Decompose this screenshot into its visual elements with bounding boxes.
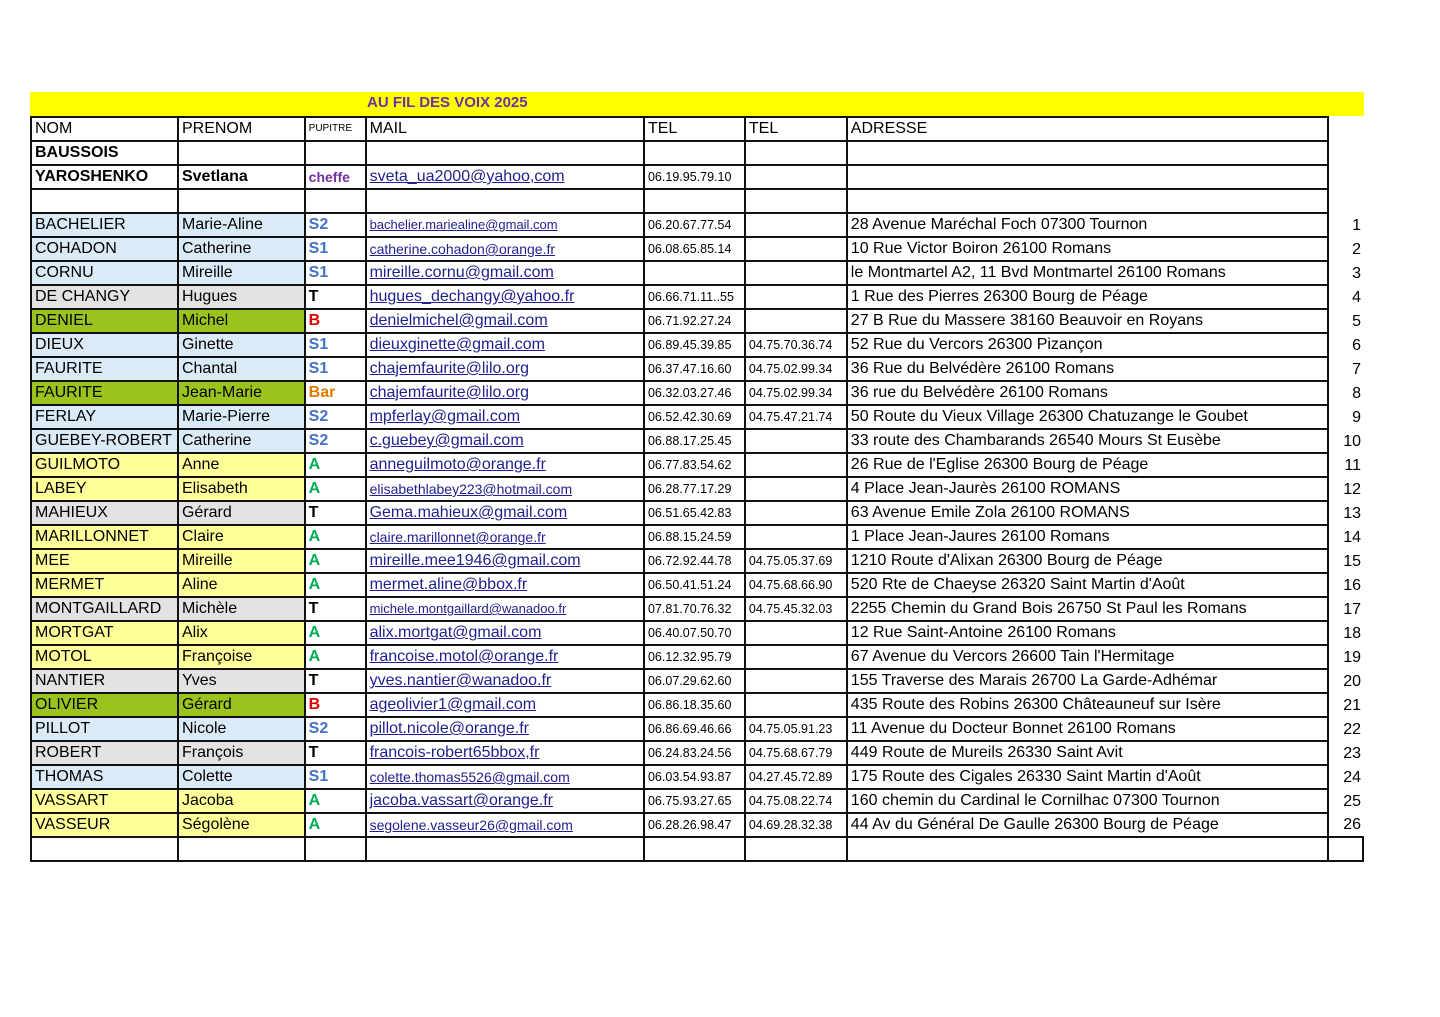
member-prenom: Michel: [178, 309, 305, 333]
member-mail[interactable]: elisabethlabey223@hotmail.com: [366, 477, 644, 501]
member-nom: LABEY: [31, 477, 178, 501]
members-table: [30, 116, 1364, 862]
member-pupitre: S1: [305, 765, 366, 789]
member-pupitre: S2: [305, 717, 366, 741]
header-pupitre: PUPITRE: [305, 117, 366, 141]
member-number: 4: [1352, 289, 1361, 306]
member-mail[interactable]: bachelier.mariealine@gmail.com: [366, 213, 644, 237]
member-tel2: 04.75.02.99.34: [745, 381, 847, 405]
member-tel1: 06.88.17.25.45: [644, 429, 745, 453]
group-label: BAUSSOIS: [31, 141, 178, 165]
member-adresse: 27 B Rue du Massere 38160 Beauvoir en Royans: [847, 309, 1328, 333]
member-number: 22: [1343, 721, 1361, 738]
member-adresse: 449 Route de Mureils 26330 Saint Avit: [847, 741, 1328, 765]
member-tel2: 04.75.68.66.90: [745, 573, 847, 597]
table-row: [31, 261, 1363, 285]
member-nom: FERLAY: [31, 405, 178, 429]
member-tel1: 06.24.83.24.56: [644, 741, 745, 765]
member-pupitre: B: [305, 693, 366, 717]
member-mail[interactable]: michele.montgaillard@wanadoo.fr: [366, 597, 644, 621]
member-adresse: 36 Rue du Belvédère 26100 Romans: [847, 357, 1328, 381]
member-tel1: 06.07.29.62.60: [644, 669, 745, 693]
member-mail[interactable]: anneguilmoto@orange.fr: [366, 453, 644, 477]
member-prenom: Jean-Marie: [178, 381, 305, 405]
member-nom: THOMAS: [31, 765, 178, 789]
member-tel2: [745, 237, 847, 261]
member-prenom: Catherine: [178, 237, 305, 261]
table-row: [31, 357, 1363, 381]
member-pupitre: A: [305, 525, 366, 549]
member-tel1: 06.66.71.11..55: [644, 285, 745, 309]
member-prenom: Elisabeth: [178, 477, 305, 501]
member-prenom: Yves: [178, 669, 305, 693]
member-prenom: Françoise: [178, 645, 305, 669]
member-prenom: François: [178, 741, 305, 765]
member-tel2: 04.75.70.36.74: [745, 333, 847, 357]
member-adresse: 1 Rue des Pierres 26300 Bourg de Péage: [847, 285, 1328, 309]
member-number: 24: [1343, 769, 1361, 786]
member-nom: DE CHANGY: [31, 285, 178, 309]
member-nom: OLIVIER: [31, 693, 178, 717]
leader-mail[interactable]: sveta_ua2000@yahoo,com: [366, 165, 644, 189]
member-number: 23: [1343, 745, 1361, 762]
header-row: [31, 117, 1363, 141]
header-adresse: ADRESSE: [847, 117, 1328, 141]
member-prenom: Jacoba: [178, 789, 305, 813]
table-row: [31, 237, 1363, 261]
member-adresse: 175 Route des Cigales 26330 Saint Martin d'Août: [847, 765, 1328, 789]
table-row: [31, 645, 1363, 669]
member-adresse: 2255 Chemin du Grand Bois 26750 St Paul les Romans: [847, 597, 1328, 621]
member-number: 15: [1343, 553, 1361, 570]
member-number: 5: [1352, 313, 1361, 330]
member-prenom: Marie-Pierre: [178, 405, 305, 429]
table-row: [31, 477, 1363, 501]
member-prenom: Mireille: [178, 549, 305, 573]
member-nom: DIEUX: [31, 333, 178, 357]
member-nom: MOTOL: [31, 645, 178, 669]
member-number: 7: [1352, 361, 1361, 378]
member-nom: FAURITE: [31, 357, 178, 381]
member-mail[interactable]: mpferlay@gmail.com: [366, 405, 644, 429]
member-tel2: [745, 477, 847, 501]
member-tel2: [745, 501, 847, 525]
member-mail[interactable]: Gema.mahieux@gmail.com: [366, 501, 644, 525]
member-adresse: 435 Route des Robins 26300 Châteauneuf sur Isère: [847, 693, 1328, 717]
member-adresse: 26 Rue de l'Eglise 26300 Bourg de Péage: [847, 453, 1328, 477]
table-row: [31, 381, 1363, 405]
member-pupitre: A: [305, 645, 366, 669]
member-tel2: 04.75.47.21.74: [745, 405, 847, 429]
member-prenom: Gérard: [178, 693, 305, 717]
member-nom: PILLOT: [31, 717, 178, 741]
member-tel2: [745, 309, 847, 333]
group-row: [31, 141, 1363, 165]
member-adresse: 52 Rue du Vercors 26300 Pizançon: [847, 333, 1328, 357]
member-nom: GUEBEY-ROBERT: [31, 429, 178, 453]
member-prenom: Gérard: [178, 501, 305, 525]
table-row: [31, 333, 1363, 357]
member-mail[interactable]: yves.nantier@wanadoo.fr: [366, 669, 644, 693]
member-number: 9: [1352, 409, 1361, 426]
member-tel1: 06.37.47.16.60: [644, 357, 745, 381]
member-number: 3: [1352, 265, 1361, 282]
member-prenom: Nicole: [178, 717, 305, 741]
table-row: [31, 501, 1363, 525]
member-tel1: 06.86.18.35.60: [644, 693, 745, 717]
member-mail[interactable]: segolene.vasseur26@gmail.com: [366, 813, 644, 837]
member-number: 14: [1343, 529, 1361, 546]
member-tel1: 06.28.26.98.47: [644, 813, 745, 837]
member-mail[interactable]: hugues_dechangy@yahoo.fr: [366, 285, 644, 309]
member-number: 13: [1343, 505, 1361, 522]
member-pupitre: A: [305, 621, 366, 645]
member-pupitre: T: [305, 741, 366, 765]
member-tel2: 04.75.05.37.69: [745, 549, 847, 573]
member-pupitre: A: [305, 453, 366, 477]
member-pupitre: S1: [305, 357, 366, 381]
member-nom: MAHIEUX: [31, 501, 178, 525]
member-tel1: 06.75.93.27.65: [644, 789, 745, 813]
member-pupitre: A: [305, 573, 366, 597]
member-prenom: Marie-Aline: [178, 213, 305, 237]
member-tel1: 06.50.41.51.24: [644, 573, 745, 597]
member-adresse: 10 Rue Victor Boiron 26100 Romans: [847, 237, 1328, 261]
table-row: [31, 693, 1363, 717]
member-adresse: 1210 Route d'Alixan 26300 Bourg de Péage: [847, 549, 1328, 573]
member-prenom: Anne: [178, 453, 305, 477]
member-number: 18: [1343, 625, 1361, 642]
empty-row: [31, 837, 1363, 861]
member-nom: MORTGAT: [31, 621, 178, 645]
member-pupitre: S2: [305, 405, 366, 429]
member-pupitre: T: [305, 597, 366, 621]
table-row: [31, 597, 1363, 621]
member-pupitre: S2: [305, 429, 366, 453]
member-prenom: Aline: [178, 573, 305, 597]
member-mail[interactable]: c.guebey@gmail.com: [366, 429, 644, 453]
member-tel2: [745, 669, 847, 693]
leader-pupitre: cheffe: [305, 165, 366, 189]
member-tel2: [745, 429, 847, 453]
member-tel2: 04.75.68.67.79: [745, 741, 847, 765]
member-tel1: 06.08.65.85.14: [644, 237, 745, 261]
member-adresse: 160 chemin du Cardinal le Cornilhac 07300 Tournon: [847, 789, 1328, 813]
member-mail[interactable]: mireille.cornu@gmail.com: [366, 261, 644, 285]
table-row: [31, 405, 1363, 429]
member-mail[interactable]: colette.thomas5526@gmail.com: [366, 765, 644, 789]
table-row: [31, 573, 1363, 597]
member-nom: DENIEL: [31, 309, 178, 333]
member-tel2: 04.75.45.32.03: [745, 597, 847, 621]
member-prenom: Catherine: [178, 429, 305, 453]
table-row: [31, 213, 1363, 237]
member-tel1: 06.51.65.42.83: [644, 501, 745, 525]
member-number: 2: [1352, 241, 1361, 258]
member-tel2: [745, 693, 847, 717]
sheet-title: AU FIL DES VOIX 2025: [367, 94, 528, 111]
member-mail[interactable]: chajemfaurite@lilo.org: [366, 381, 644, 405]
member-number: 20: [1343, 673, 1361, 690]
leader-prenom: Svetlana: [178, 165, 305, 189]
member-adresse: 11 Avenue du Docteur Bonnet 26100 Romans: [847, 717, 1328, 741]
member-nom: CORNU: [31, 261, 178, 285]
table-row: [31, 549, 1363, 573]
member-tel2: 04.27.45.72.89: [745, 765, 847, 789]
member-adresse: le Montmartel A2, 11 Bvd Montmartel 26100 Romans: [847, 261, 1328, 285]
member-tel1: 06.12.32.95.79: [644, 645, 745, 669]
member-tel1: 06.77.83.54.62: [644, 453, 745, 477]
member-mail[interactable]: catherine.cohadon@orange.fr: [366, 237, 644, 261]
member-nom: MEE: [31, 549, 178, 573]
member-prenom: Chantal: [178, 357, 305, 381]
table-row: [31, 453, 1363, 477]
member-adresse: 155 Traverse des Marais 26700 La Garde-Adhémar: [847, 669, 1328, 693]
member-prenom: Hugues: [178, 285, 305, 309]
member-tel2: 04.75.08.22.74: [745, 789, 847, 813]
member-number: 26: [1343, 816, 1361, 833]
table-row: [31, 285, 1363, 309]
member-tel2: [745, 621, 847, 645]
member-tel2: 04.69.28.32.38: [745, 813, 847, 837]
leader-row: [31, 165, 1363, 189]
member-pupitre: A: [305, 789, 366, 813]
member-number: 19: [1343, 649, 1361, 666]
member-tel1: [644, 261, 745, 285]
member-mail[interactable]: claire.marillonnet@orange.fr: [366, 525, 644, 549]
table-row: [31, 813, 1363, 837]
member-pupitre: T: [305, 501, 366, 525]
member-tel1: 06.28.77.17.29: [644, 477, 745, 501]
member-pupitre: S1: [305, 333, 366, 357]
table-row: [31, 429, 1363, 453]
spacer-row: [31, 189, 1363, 213]
header-tel1: TEL: [644, 117, 745, 141]
member-mail[interactable]: chajemfaurite@lilo.org: [366, 357, 644, 381]
member-tel2: [745, 261, 847, 285]
member-tel1: 06.20.67.77.54: [644, 213, 745, 237]
member-tel1: 06.52.42.30.69: [644, 405, 745, 429]
member-prenom: Colette: [178, 765, 305, 789]
member-adresse: 33 route des Chambarands 26540 Mours St Eusèbe: [847, 429, 1328, 453]
member-tel1: 06.89.45.39.85: [644, 333, 745, 357]
member-mail[interactable]: ageolivier1@gmail.com: [366, 693, 644, 717]
member-adresse: 67 Avenue du Vercors 26600 Tain l'Hermitage: [847, 645, 1328, 669]
leader-tel1: 06.19.95.79.10: [644, 165, 745, 189]
member-pupitre: S1: [305, 261, 366, 285]
member-nom: ROBERT: [31, 741, 178, 765]
member-adresse: 1 Place Jean-Jaures 26100 Romans: [847, 525, 1328, 549]
table-row: [31, 621, 1363, 645]
member-tel1: 06.32.03.27.46: [644, 381, 745, 405]
member-nom: FAURITE: [31, 381, 178, 405]
member-pupitre: S2: [305, 213, 366, 237]
member-tel1: 06.88.15.24.59: [644, 525, 745, 549]
member-prenom: Ségolène: [178, 813, 305, 837]
member-nom: MERMET: [31, 573, 178, 597]
member-tel2: [745, 453, 847, 477]
member-number: 1: [1352, 217, 1361, 234]
member-adresse: 28 Avenue Maréchal Foch 07300 Tournon: [847, 213, 1328, 237]
leader-nom: YAROSHENKO: [31, 165, 178, 189]
member-tel2: [745, 525, 847, 549]
member-mail[interactable]: denielmichel@gmail.com: [366, 309, 644, 333]
member-number: 16: [1343, 577, 1361, 594]
header-nom: NOM: [31, 117, 178, 141]
member-number: 11: [1344, 457, 1361, 474]
member-number: 17: [1343, 601, 1361, 618]
member-mail[interactable]: mermet.aline@bbox.fr: [366, 573, 644, 597]
member-tel2: [745, 213, 847, 237]
member-number: 6: [1352, 337, 1361, 354]
member-mail[interactable]: pillot.nicole@orange.fr: [366, 717, 644, 741]
title-bar: [30, 92, 1364, 116]
member-tel1: 06.86.69.46.66: [644, 717, 745, 741]
member-tel1: 07.81.70.76.32: [644, 597, 745, 621]
header-tel2: TEL: [745, 117, 847, 141]
member-prenom: Ginette: [178, 333, 305, 357]
table-row: [31, 669, 1363, 693]
member-nom: GUILMOTO: [31, 453, 178, 477]
member-pupitre: A: [305, 549, 366, 573]
member-adresse: 44 Av du Général De Gaulle 26300 Bourg de Péage: [847, 813, 1328, 837]
table-row: [31, 741, 1363, 765]
member-prenom: Alix: [178, 621, 305, 645]
member-pupitre: A: [305, 813, 366, 837]
member-nom: MONTGAILLARD: [31, 597, 178, 621]
member-number: 21: [1343, 697, 1361, 714]
member-adresse: 50 Route du Vieux Village 26300 Chatuzange le Goubet: [847, 405, 1328, 429]
member-adresse: 520 Rte de Chaeyse 26320 Saint Martin d'Août: [847, 573, 1328, 597]
table-row: [31, 525, 1363, 549]
header-mail: MAIL: [366, 117, 644, 141]
member-nom: VASSART: [31, 789, 178, 813]
member-adresse: 36 rue du Belvédère 26100 Romans: [847, 381, 1328, 405]
member-tel1: 06.72.92.44.78: [644, 549, 745, 573]
header-prenom: PRENOM: [178, 117, 305, 141]
member-adresse: 12 Rue Saint-Antoine 26100 Romans: [847, 621, 1328, 645]
member-tel1: 06.03.54.93.87: [644, 765, 745, 789]
member-nom: MARILLONNET: [31, 525, 178, 549]
member-prenom: Claire: [178, 525, 305, 549]
member-mail[interactable]: jacoba.vassart@orange.fr: [366, 789, 644, 813]
member-pupitre: Bar: [305, 381, 366, 405]
member-mail[interactable]: francoise.motol@orange.fr: [366, 645, 644, 669]
member-tel2: 04.75.02.99.34: [745, 357, 847, 381]
member-pupitre: T: [305, 285, 366, 309]
table-row: [31, 309, 1363, 333]
table-row: [31, 765, 1363, 789]
member-mail[interactable]: mireille.mee1946@gmail.com: [366, 549, 644, 573]
member-number: 10: [1343, 433, 1361, 450]
member-prenom: Mireille: [178, 261, 305, 285]
member-number: 25: [1343, 793, 1361, 810]
member-nom: NANTIER: [31, 669, 178, 693]
member-tel2: [745, 285, 847, 309]
member-number: 8: [1352, 385, 1361, 402]
member-mail[interactable]: alix.mortgat@gmail.com: [366, 621, 644, 645]
member-nom: COHADON: [31, 237, 178, 261]
member-tel1: 06.71.92.27.24: [644, 309, 745, 333]
member-pupitre: S1: [305, 237, 366, 261]
member-nom: VASSEUR: [31, 813, 178, 837]
header-num: [1328, 117, 1363, 141]
member-nom: BACHELIER: [31, 213, 178, 237]
member-adresse: 4 Place Jean-Jaurès 26100 ROMANS: [847, 477, 1328, 501]
member-pupitre: T: [305, 669, 366, 693]
member-pupitre: A: [305, 477, 366, 501]
member-mail[interactable]: dieuxginette@gmail.com: [366, 333, 644, 357]
member-number: 12: [1343, 481, 1361, 498]
member-tel1: 06.40.07.50.70: [644, 621, 745, 645]
member-tel2: [745, 645, 847, 669]
table-row: [31, 789, 1363, 813]
member-mail[interactable]: francois-robert65bbox,fr: [366, 741, 644, 765]
member-prenom: Michèle: [178, 597, 305, 621]
member-pupitre: B: [305, 309, 366, 333]
member-tel2: 04.75.05.91.23: [745, 717, 847, 741]
member-adresse: 63 Avenue Emile Zola 26100 ROMANS: [847, 501, 1328, 525]
table-row: [31, 717, 1363, 741]
